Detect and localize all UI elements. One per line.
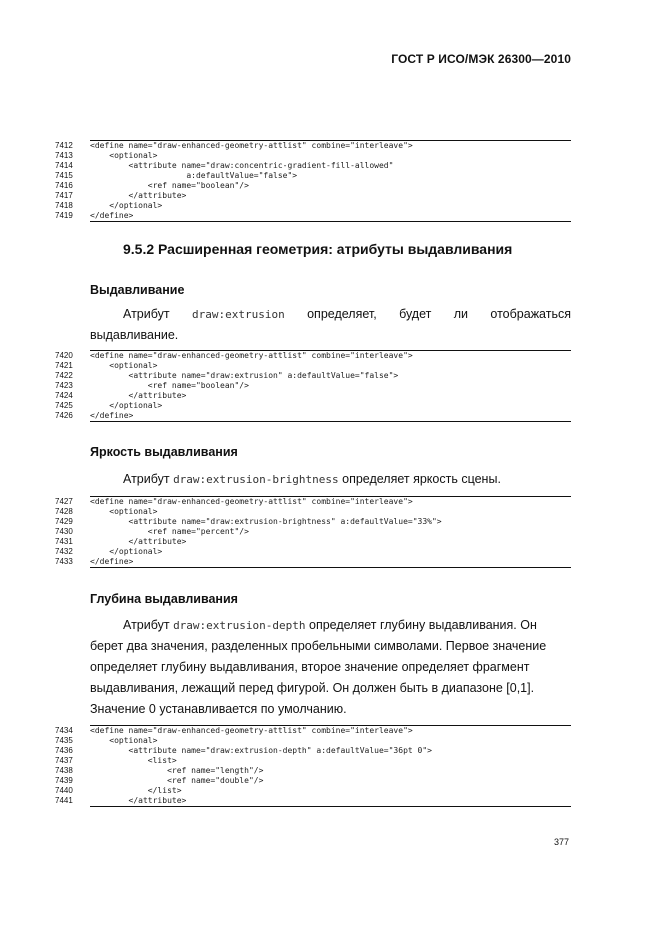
attribute-name: draw:extrusion-brightness xyxy=(173,473,339,486)
section-title: 9.5.2 Расширенная геометрия: атрибуты выдавливания xyxy=(123,241,513,257)
line-number: 7441 xyxy=(55,796,73,805)
line-number: 7417 xyxy=(55,191,73,200)
code-line xyxy=(55,547,571,557)
code-line xyxy=(55,161,571,171)
paragraph-extrusion-line-1 xyxy=(90,304,571,325)
line-number: 7422 xyxy=(55,371,73,380)
line-number: 7429 xyxy=(55,517,73,526)
code-line xyxy=(55,776,571,786)
code-bottom-rule xyxy=(90,221,571,222)
line-number: 7421 xyxy=(55,361,73,370)
line-number: 7425 xyxy=(55,401,73,410)
line-number: 7431 xyxy=(55,537,73,546)
code-text: </define> xyxy=(90,557,134,566)
word: ли xyxy=(453,307,469,321)
code-line xyxy=(55,786,571,796)
heading-extrusion: Выдавливание xyxy=(90,283,185,297)
code-line xyxy=(55,527,571,537)
code-text: <attribute name="draw:concentric-gradient-fill-allowed" xyxy=(90,161,394,170)
code-block-3 xyxy=(55,496,571,568)
line-number: 7437 xyxy=(55,756,73,765)
code-text: <optional> xyxy=(90,736,158,745)
code-lines xyxy=(55,351,571,421)
code-text: <list> xyxy=(90,756,177,765)
text: определяет яркость сцены. xyxy=(338,472,501,486)
code-text: <define name="draw-enhanced-geometry-attlist" combine="interleave"> xyxy=(90,141,413,150)
code-line xyxy=(55,391,571,401)
code-line xyxy=(55,351,571,361)
line-number: 7430 xyxy=(55,527,73,536)
word: отображаться xyxy=(490,307,571,321)
code-line xyxy=(55,201,571,211)
code-text: </define> xyxy=(90,211,134,220)
code-bottom-rule xyxy=(90,806,571,807)
code-bottom-rule xyxy=(90,421,571,422)
line-number: 7439 xyxy=(55,776,73,785)
text: Атрибут xyxy=(123,472,174,486)
line-number: 7436 xyxy=(55,746,73,755)
code-text: a:defaultValue="false"> xyxy=(90,171,298,180)
code-line xyxy=(55,181,571,191)
paragraph-extrusion-line-2: выдавливание. xyxy=(90,328,179,342)
code-line xyxy=(55,557,571,567)
code-line xyxy=(55,507,571,517)
code-bottom-rule xyxy=(90,567,571,568)
paragraph-depth-line-2: берет два значения, разделенных пробельными символами. Первое значение xyxy=(90,639,547,653)
word: определяет, xyxy=(307,307,377,321)
attribute-name: draw:extrusion-depth xyxy=(173,619,306,632)
code-text: <attribute name="draw:extrusion-brightness" a:defaultValue="33%"> xyxy=(90,517,442,526)
page-number: 377 xyxy=(553,837,569,847)
word: Атрибут xyxy=(123,307,170,321)
code-line xyxy=(55,726,571,736)
code-line xyxy=(55,381,571,391)
code-text: </attribute> xyxy=(90,391,187,400)
code-text: </attribute> xyxy=(90,537,187,546)
code-text: <ref name="percent"/> xyxy=(90,527,249,536)
code-text: <ref name="boolean"/> xyxy=(90,181,249,190)
line-number: 7416 xyxy=(55,181,73,190)
code-line xyxy=(55,411,571,421)
code-line xyxy=(55,497,571,507)
code-text: <define name="draw-enhanced-geometry-attlist" combine="interleave"> xyxy=(90,726,413,735)
line-number: 7412 xyxy=(55,141,73,150)
paragraph-extrusion xyxy=(90,304,571,346)
code-lines xyxy=(55,726,571,806)
line-number: 7414 xyxy=(55,161,73,170)
line-number: 7434 xyxy=(55,726,73,735)
line-number: 7433 xyxy=(55,557,73,566)
word: будет xyxy=(399,307,432,321)
line-number: 7418 xyxy=(55,201,73,210)
code-text: <ref name="boolean"/> xyxy=(90,381,249,390)
code-line xyxy=(55,537,571,547)
paragraph-depth-line-3: определяет глубину выдавливания, второе значение определяет фрагмент xyxy=(90,660,530,674)
document-header: ГОСТ Р ИСО/МЭК 26300—2010 xyxy=(391,52,571,66)
code-block-1 xyxy=(55,140,571,222)
code-block-2 xyxy=(55,350,571,422)
line-number: 7440 xyxy=(55,786,73,795)
code-text: </define> xyxy=(90,411,134,420)
line-number: 7427 xyxy=(55,497,73,506)
text: Атрибут draw:extrusion-depth определяет глубину выдавливания. Он xyxy=(123,618,537,632)
line-number: 7426 xyxy=(55,411,73,420)
code-line xyxy=(55,151,571,161)
code-line xyxy=(55,401,571,411)
code-line xyxy=(55,191,571,201)
code-text: </optional> xyxy=(90,201,163,210)
code-line xyxy=(55,517,571,527)
code-line xyxy=(55,736,571,746)
code-text: </attribute> xyxy=(90,796,187,805)
line-number: 7420 xyxy=(55,351,73,360)
code-line xyxy=(55,361,571,371)
paragraph-depth xyxy=(90,615,571,720)
line-number: 7438 xyxy=(55,766,73,775)
paragraph-depth-line-1 xyxy=(90,615,571,636)
code-lines xyxy=(55,141,571,221)
paragraph-depth-line-4: выдавливания, лежащий перед фигурой. Он должен быть в диапазоне [0,1]. xyxy=(90,681,535,695)
line-number: 7419 xyxy=(55,211,73,220)
code-line xyxy=(55,371,571,381)
code-text: <optional> xyxy=(90,507,158,516)
attribute-name: draw:extrusion xyxy=(191,308,285,321)
code-text: <optional> xyxy=(90,361,158,370)
code-text: <optional> xyxy=(90,151,158,160)
code-line xyxy=(55,766,571,776)
code-line xyxy=(55,746,571,756)
line-number: 7423 xyxy=(55,381,73,390)
line-number: 7415 xyxy=(55,171,73,180)
heading-brightness: Яркость выдавливания xyxy=(90,445,238,459)
code-text: <ref name="double"/> xyxy=(90,776,264,785)
line-number: 7428 xyxy=(55,507,73,516)
line-number: 7435 xyxy=(55,736,73,745)
heading-depth: Глубина выдавливания xyxy=(90,592,238,606)
code-lines xyxy=(55,497,571,567)
code-text: <attribute name="draw:extrusion-depth" a:defaultValue="36pt 0"> xyxy=(90,746,432,755)
code-text: </attribute> xyxy=(90,191,187,200)
line-number: 7424 xyxy=(55,391,73,400)
line-number: 7432 xyxy=(55,547,73,556)
code-text: </list> xyxy=(90,786,182,795)
code-text: <define name="draw-enhanced-geometry-attlist" combine="interleave"> xyxy=(90,497,413,506)
code-line xyxy=(55,796,571,806)
code-text: </optional> xyxy=(90,401,163,410)
code-text: <ref name="length"/> xyxy=(90,766,264,775)
code-line xyxy=(55,756,571,766)
paragraph-brightness xyxy=(90,469,571,490)
code-block-4 xyxy=(55,725,571,807)
line-number: 7413 xyxy=(55,151,73,160)
code-line xyxy=(55,211,571,221)
code-text: </optional> xyxy=(90,547,163,556)
paragraph-depth-line-5: Значение 0 устанавливается по умолчанию. xyxy=(90,702,347,716)
code-text: <attribute name="draw:extrusion" a:defaultValue="false"> xyxy=(90,371,399,380)
code-line xyxy=(55,141,571,151)
code-text: <define name="draw-enhanced-geometry-attlist" combine="interleave"> xyxy=(90,351,413,360)
code-line xyxy=(55,171,571,181)
